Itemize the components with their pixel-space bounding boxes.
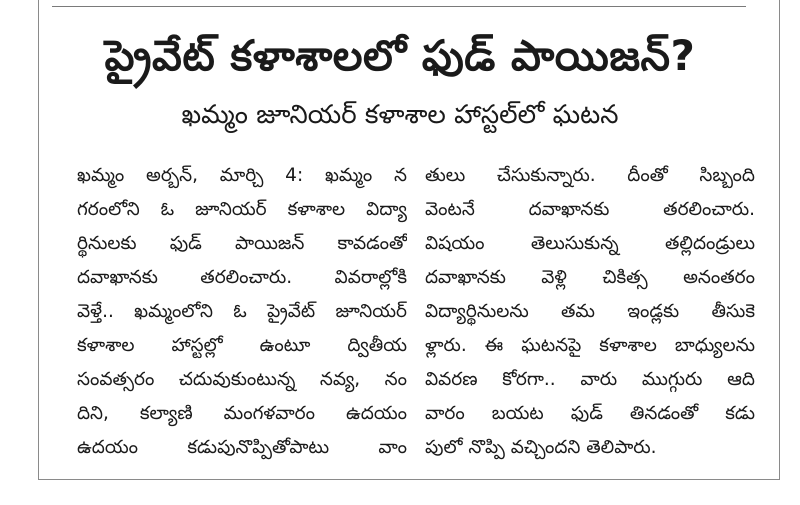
text-line: సంవత్సరం చదువుకుంటున్న నవ్య, నం	[77, 369, 407, 390]
text-line: ఉదయం కడుపునొప్పితోపాటు వాం	[77, 437, 407, 458]
text-line: వెంటనే దవాఖానకు తరలించారు.	[425, 199, 755, 220]
text-line: ఖమ్మం అర్బన్, మార్చి 4: ఖమ్మం న	[77, 165, 407, 186]
article-column-right	[425, 159, 755, 465]
text-line: గరంలోని ఓ జూనియర్ కళాశాల విద్యా	[77, 199, 407, 220]
text-line: ర్థినులకు ఫుడ్ పాయిజన్ కావడంతో	[77, 233, 407, 254]
text-line: వారం బయట ఫుడ్ తినడంతో కడు	[425, 403, 755, 424]
text-line: దవాఖానకు తరలించారు. వివరాల్లోకి	[77, 267, 407, 288]
text-line: దవాఖానకు వెళ్లి చికిత్స అనంతరం	[425, 267, 755, 288]
article-headline: ప్రైవేట్ కళాశాలలో ఫుడ్ పాయిజన్?	[104, 31, 696, 80]
text-line: వివరణ కోరగా.. వారు ముగ్గురు ఆది	[425, 369, 755, 390]
text-line: విషయం తెలుసుకున్న తల్లిదండ్రులు	[425, 233, 755, 254]
top-divider	[52, 6, 746, 7]
text-line: ళ్లారు. ఈ ఘటనపై కళాశాల బాధ్యులను	[425, 335, 755, 356]
text-line: కళాశాల హాస్టల్లో ఉంటూ ద్వితీయ	[77, 335, 407, 356]
article-column-left	[77, 159, 407, 465]
text-line: తులు చేసుకున్నారు. దీంతో సిబ్బంది	[425, 165, 755, 186]
text-line: పులో నొప్పి వచ్చిందని తెలిపారు.	[425, 437, 657, 458]
article-subheadline: ఖమ్మం జూనియర్ కళాశాల హాస్టల్‌లో ఘటన	[181, 100, 619, 130]
text-line: విద్యార్థినులను తమ ఇండ్లకు తీసుకె	[425, 301, 755, 322]
text-line: వెళ్తే.. ఖమ్మంలోని ఓ ప్రైవేట్ జూనియర్	[77, 301, 407, 322]
text-line: దిని, కల్యాణి మంగళవారం ఉదయం	[77, 403, 407, 424]
